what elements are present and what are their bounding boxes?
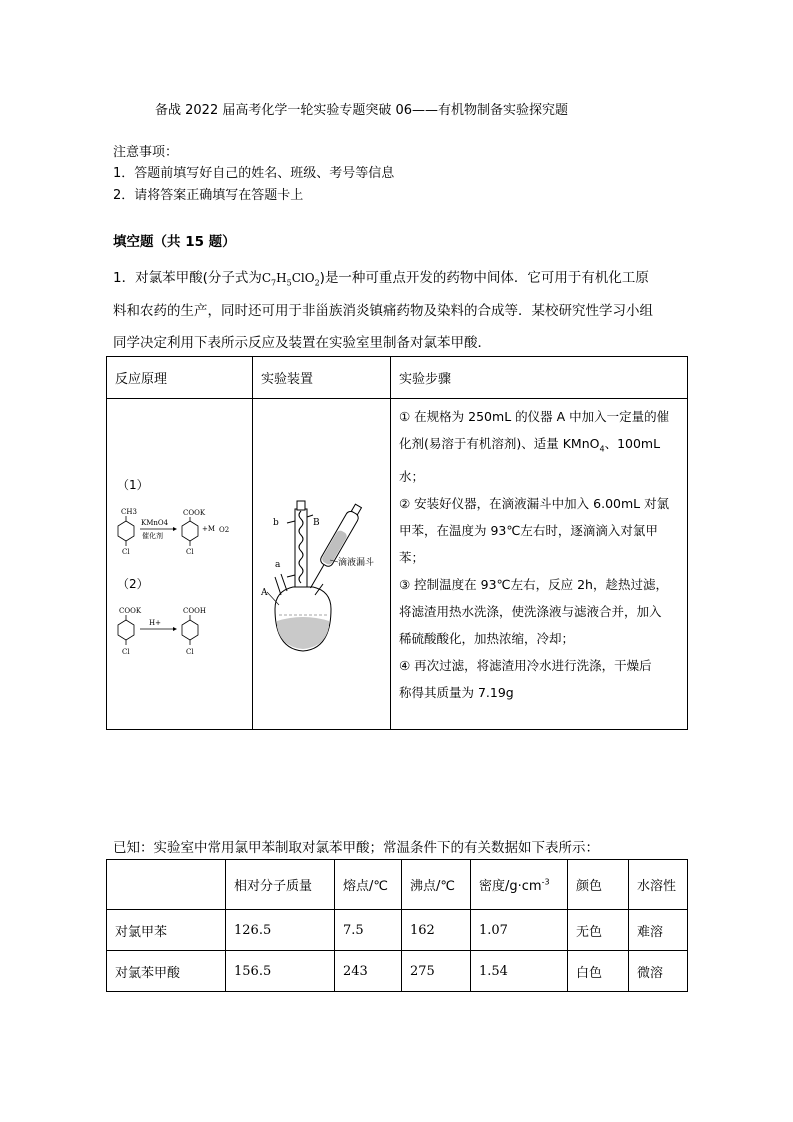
question-line-3: 同学决定利用下表所示反应及装置在实验室里制备对氯苯甲酸． xyxy=(113,335,491,351)
step-4a: ④ 再次过滤，将滤渣用冷水进行洗涤，干燥后 xyxy=(399,657,652,673)
label-a: a xyxy=(275,560,281,570)
molecular-formula: $C_7H_5ClO_2$ xyxy=(261,271,320,288)
steps-cell xyxy=(391,399,688,730)
question-intro-1a: 1．对氯苯甲酸(分子式为 xyxy=(113,270,262,286)
apparatus-cell xyxy=(253,399,391,730)
table-row: 对氯甲苯 126.5 7.5 162 1.07 无色 难溶 xyxy=(107,910,688,951)
experiment-table xyxy=(106,356,688,730)
table-row: 对氯苯甲酸 156.5 243 275 1.54 白色 微溶 xyxy=(107,951,688,992)
notice-item-1: 1．答题前填写好自己的姓名、班级、考号等信息 xyxy=(113,166,395,181)
svg-text:COOK: COOK xyxy=(119,607,142,615)
step-1b: 化剂(易溶于有机溶剂)、适量 KMnO$_4$、100mL xyxy=(399,436,661,454)
step-1c: 水； xyxy=(399,468,425,484)
label-funnel: 滴液漏斗 xyxy=(338,558,375,568)
header-steps: 实验步骤 xyxy=(391,357,688,399)
kmno4-label: KMnO4 xyxy=(141,519,169,527)
apparatus-diagram xyxy=(253,399,390,729)
label-B: B xyxy=(313,518,320,528)
svg-text:Cl: Cl xyxy=(122,548,130,556)
ch3-label: CH3 xyxy=(121,508,137,516)
benzene-ring-1 xyxy=(118,521,134,541)
notice-heading: 注意事项： xyxy=(113,145,179,160)
dropping-funnel xyxy=(305,503,364,592)
question-intro-1b: 是一种可重点开发的药物中间体．它可用于有机化工原 xyxy=(324,270,649,286)
svg-text:COOK: COOK xyxy=(183,509,206,517)
reaction-cell xyxy=(107,399,253,730)
section-heading: 填空题（共 15 题） xyxy=(113,234,236,250)
catalyst-label: 催化剂 xyxy=(142,532,163,540)
known-line: 已知：实验室中常用氯甲苯制取对氯苯甲酸；常温条件下的有关数据如下表所示： xyxy=(113,840,599,856)
reaction-diagram xyxy=(107,399,252,729)
hplus-label: H+ xyxy=(149,619,161,627)
svg-text:Cl: Cl xyxy=(186,648,194,656)
benzene-ring-4 xyxy=(182,620,198,640)
svg-text:Cl: Cl xyxy=(122,648,130,656)
data-table xyxy=(106,859,688,992)
step-3a: ③ 控制温度在 93℃左右，反应 2h，趁热过滤， xyxy=(399,576,668,592)
step-3b: 将滤渣用热水洗涤，使洗涤液与滤液合并，加入 xyxy=(399,603,662,619)
step-2a: ② 安装好仪器，在滴液漏斗中加入 6.00mL 对氯 xyxy=(399,495,670,511)
question-line-2: 料和农药的生产，同时还可用于非甾族消炎镇痛药物及染料的合成等．某校研究性学习小组 xyxy=(113,303,653,319)
label-A: A xyxy=(261,588,268,598)
step-3c: 稀硫酸酸化，加热浓缩，冷却； xyxy=(399,630,575,646)
svg-text:Cl: Cl xyxy=(186,548,194,556)
label-b: b xyxy=(273,518,279,528)
notice-item-2: 2．请将答案正确填写在答题卡上 xyxy=(113,188,304,203)
question-line-1: 1．对氯苯甲酸(分子式为$C_7H_5ClO_2$)是一种可重点开发的药物中间体．它可用于有机化工原 xyxy=(113,270,649,288)
svg-text:COOH: COOH xyxy=(183,607,206,615)
reaction-label-1: （1） xyxy=(117,478,149,492)
page-title: 备战 2022 届高考化学一轮实验专题突破 06——有机物制备实验探究题 xyxy=(155,103,569,118)
svg-text:+M: +M xyxy=(202,525,216,533)
benzene-ring-3 xyxy=(118,620,134,640)
step-2b: 甲苯，在温度为 93℃左右时，逐滴滴入对氯甲苯； xyxy=(399,522,658,565)
header-reaction: 反应原理 xyxy=(107,357,253,399)
data-table-header: 相对分子质量 熔点/℃ 沸点/℃ 密度$/g\cdot cm^{-3}$ 颜色 水溶性 xyxy=(107,860,688,910)
reaction-label-2: （2） xyxy=(117,577,149,591)
step-1a: ① 在规格为 250mL 的仪器 A 中加入一定量的催 xyxy=(399,409,670,424)
benzene-ring-2 xyxy=(182,521,198,541)
header-apparatus: 实验装置 xyxy=(253,357,391,399)
step-4b: 称得其质量为 7.19g xyxy=(399,684,514,700)
svg-text:O2: O2 xyxy=(219,526,230,534)
